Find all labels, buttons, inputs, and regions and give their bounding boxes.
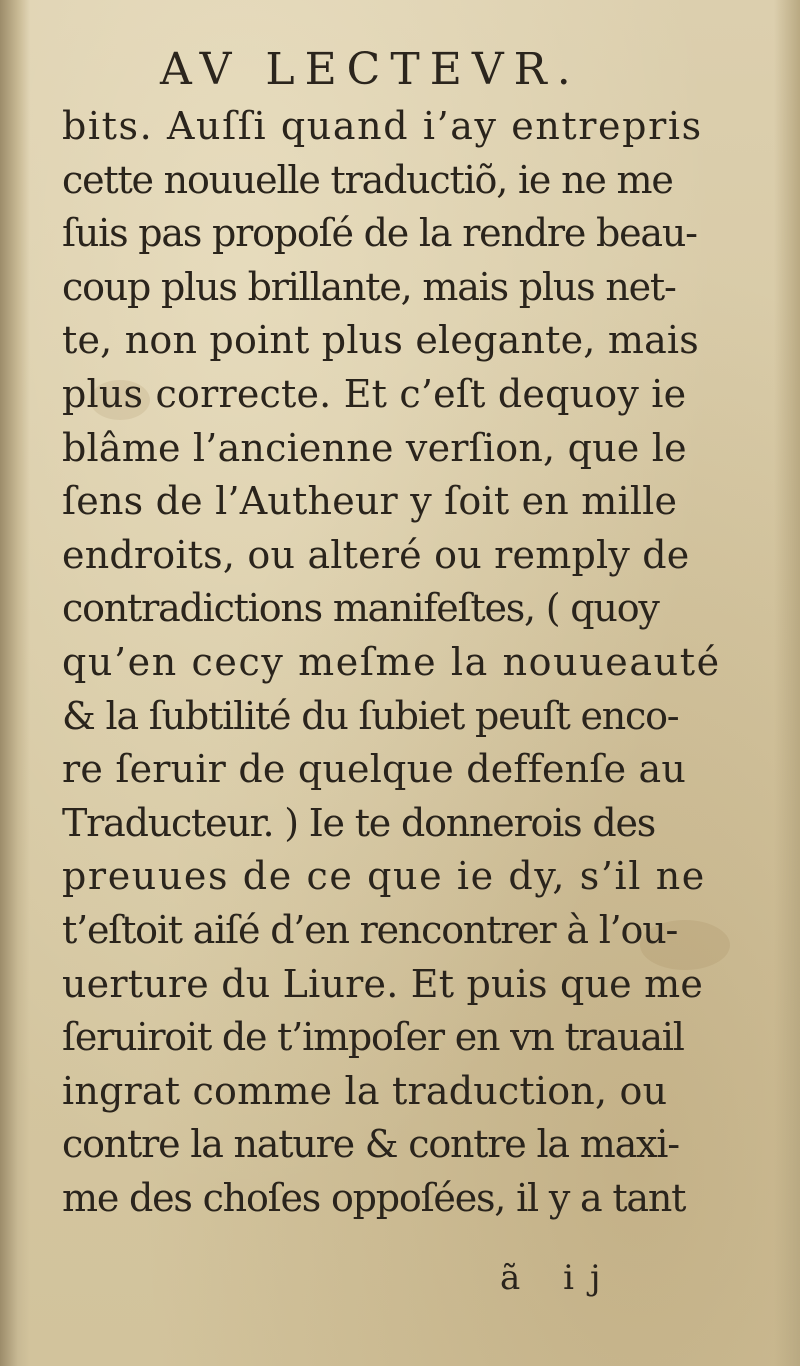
text-line-13: re ſeruir de quelque deffenſe au [62, 747, 687, 792]
signature-mark: ã ij [500, 1258, 617, 1298]
text-line-8: ſens de l’Autheur y ſoit en mille [62, 479, 678, 524]
text-line-18: ſeruiroit de t’impoſer en vn trauail [62, 1015, 684, 1060]
text-line-16: t’eſtoit aiſé d’en rencontrer à l’ou- [62, 907, 678, 952]
text-line-20: contre la nature & contre la maxi- [62, 1122, 679, 1167]
text-line-14: Traducteur. ) Ie te donnerois des [62, 800, 656, 845]
page-edge-shadow [774, 0, 800, 1366]
text-line-4: coup plus brillante, mais plus net- [62, 264, 676, 309]
text-line-15: preuues de ce que ie dy, s’il ne [62, 854, 706, 899]
page-gutter-shadow [0, 0, 30, 1366]
text-line-10: contradictions manifeſtes, ( quoy [62, 586, 659, 631]
running-head: AV LECTEVR. [160, 44, 581, 95]
text-line-9: endroits, ou alteré ou remply de [62, 532, 690, 577]
text-line-21: me des choſes oppoſées, il y a tant [62, 1175, 686, 1220]
text-line-2: cette nouuelle traductiõ, ie ne me [62, 157, 673, 202]
text-line-1: bits. Auſſi quand i’ay entrepris [62, 104, 703, 148]
body-text [62, 100, 742, 1225]
text-line-5: te, non point plus elegante, mais [62, 318, 699, 363]
text-line-6: plus correcte. Et c’eſt dequoy ie [62, 371, 687, 416]
text-line-19: ingrat comme la traduction, ou [62, 1068, 668, 1113]
text-line-12: & la ſubtilité du ſubiet peuſt enco- [62, 693, 679, 738]
text-line-3: ſuis pas propoſé de la rendre beau- [62, 211, 697, 256]
text-line-17: uerture du Liure. Et puis que me [62, 961, 704, 1006]
text-line-11: qu’en cecy meſme la nouueauté [62, 639, 721, 684]
text-line-7: blâme l’ancienne verſion, que le [62, 425, 687, 470]
